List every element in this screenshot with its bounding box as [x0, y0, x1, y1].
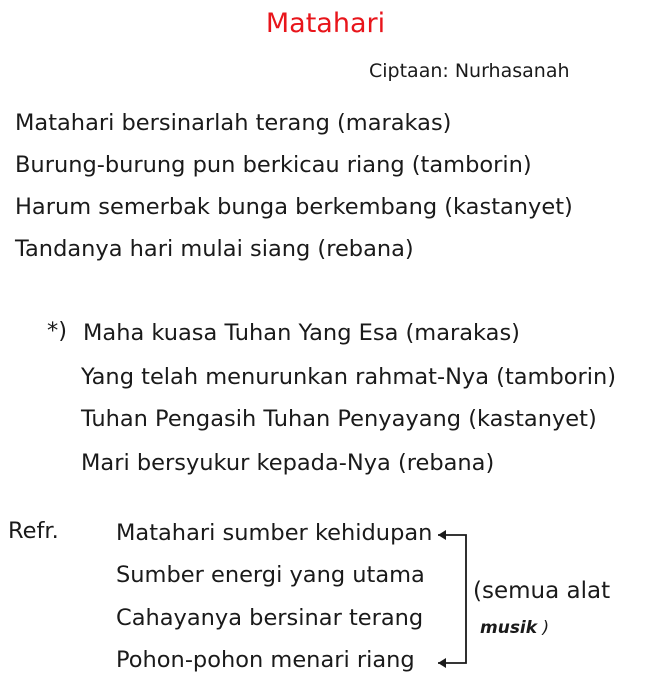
instrument-note-2 — [480, 618, 549, 638]
refrain-line: Cahayanya bersinar terang — [116, 605, 424, 631]
verse-1-line: Tandanya hari mulai siang (rebana) — [15, 236, 414, 262]
verse-1-line: Burung-burung pun berkicau riang (tamborin) — [15, 152, 532, 178]
refrain-line: Matahari sumber kehidupan — [116, 520, 433, 546]
verse-1-line: Harum semerbak bunga berkembang (kastanyet) — [15, 194, 573, 220]
instrument-note-bold: musik — [480, 618, 538, 638]
verse-2-line: Mari bersyukur kepada-Nya (rebana) — [81, 450, 495, 476]
refrain-line: Pohon-pohon menari riang — [116, 647, 415, 673]
instrument-note: (semua alat — [473, 578, 611, 604]
song-author: Ciptaan: Nurhasanah — [369, 60, 570, 82]
song-title: Matahari — [265, 8, 386, 39]
verse-2-line: Tuhan Pengasih Tuhan Penyayang (kastanyet) — [81, 406, 597, 432]
refrain-line: Sumber energi yang utama — [116, 562, 425, 588]
refrain-label: Refr. — [8, 518, 59, 544]
verse-2-line: Yang telah menurunkan rahmat-Nya (tamborin) — [81, 364, 617, 390]
instrument-note-rest: ) — [537, 618, 550, 638]
verse-2-marker: *) — [47, 318, 68, 344]
verse-1-line: Matahari bersinarlah terang (marakas) — [15, 110, 452, 136]
verse-2-line: Maha kuasa Tuhan Yang Esa (marakas) — [83, 320, 520, 346]
